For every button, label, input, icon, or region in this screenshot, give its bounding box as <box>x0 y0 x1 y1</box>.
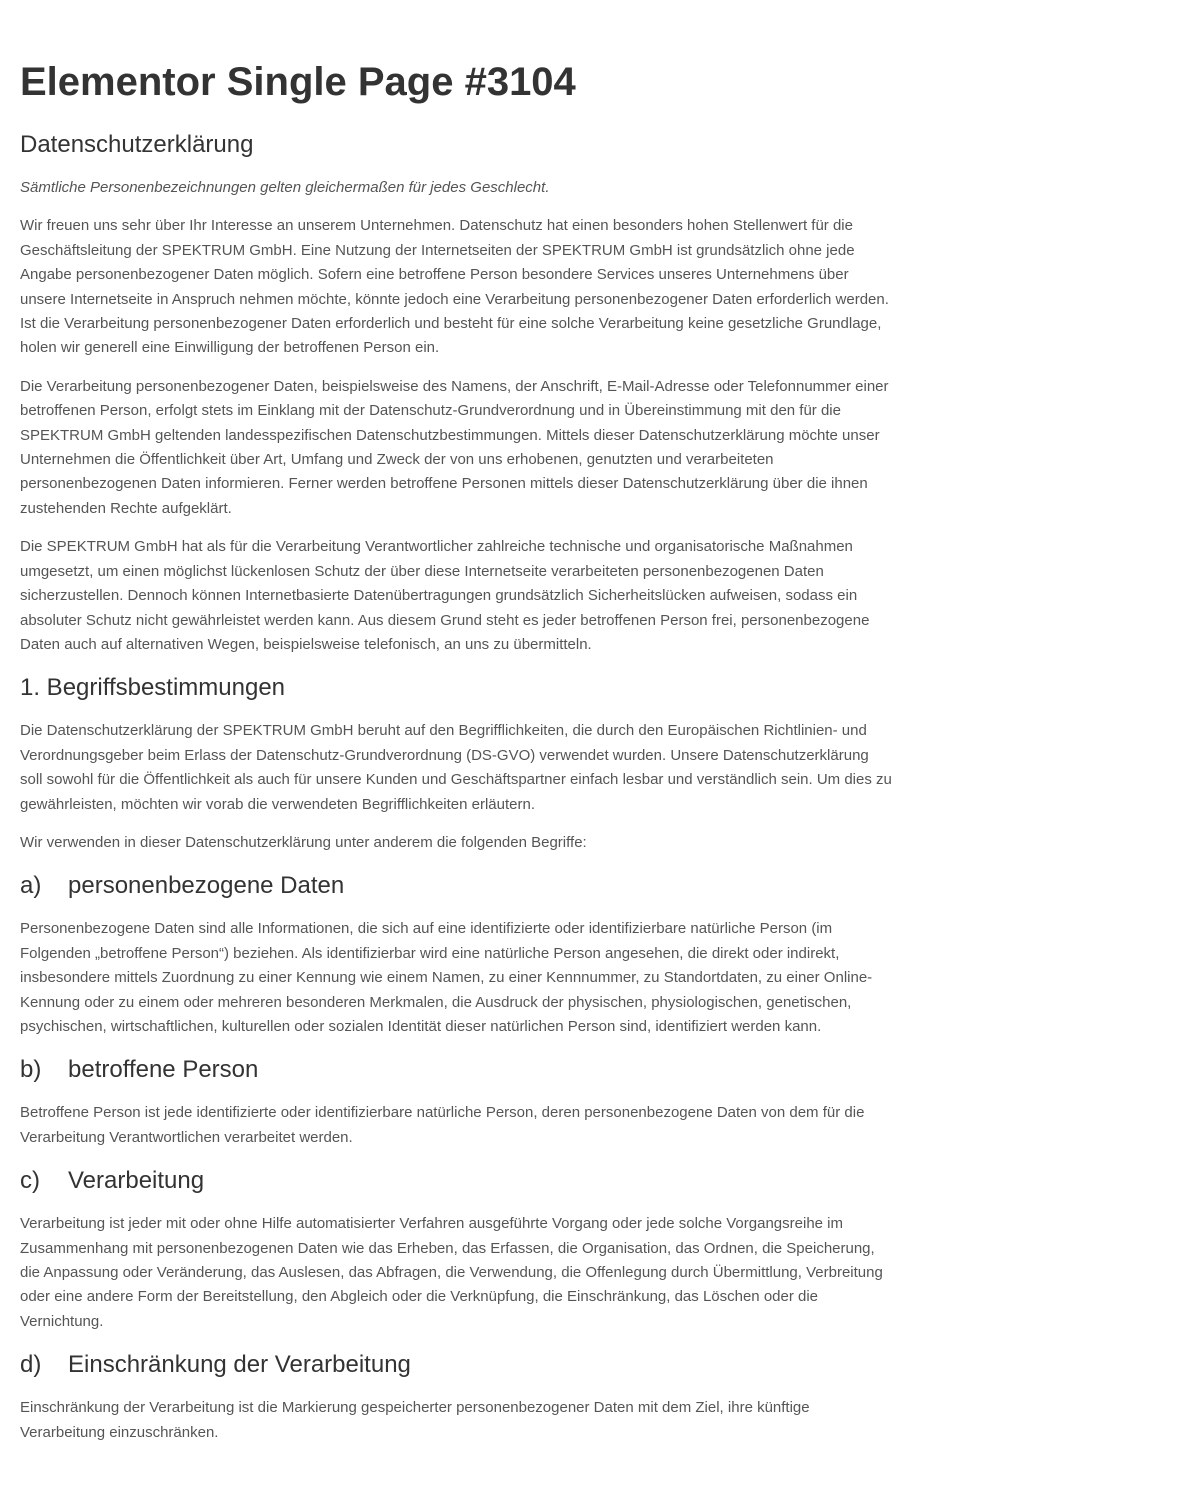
definition-marker: b) <box>20 1056 42 1084</box>
article-heading: Datenschutzerklärung <box>20 131 254 158</box>
intro-paragraph: Die SPEKTRUM GmbH hat als für die Verarbeitung Verantwortlicher zahlreiche technische und organisatorische Maßnahmen umgesetzt, um einen möglichst lückenlosen Schutz der über diese Internetseite verarbeiteten personenbezogenen Daten sicherzustellen. Dennoch können Internetbasierte Datenübertragungen grundsätzlich Sicherheitslücken aufweisen, sodass ein absoluter Schutz nicht gewährleistet werden kann. Aus diesem Grund steht es jeder betroffenen Person frei, personenbezogene Daten auch auf alternativen Wegen, beispielsweise telefonisch, an uns zu übermitteln. <box>20 538 870 653</box>
definition-heading <box>20 869 892 903</box>
section-paragraph: Wir verwenden in dieser Datenschutzerklärung unter anderem die folgenden Begriffe: <box>20 833 587 851</box>
gender-disclaimer: Sämtliche Personenbezeichnungen gelten gleichermaßen für jedes Geschlecht. <box>20 179 550 196</box>
definition-term: Verarbeitung <box>68 1167 205 1195</box>
definition-heading <box>20 1053 892 1087</box>
definition-heading <box>20 1164 892 1198</box>
definition-text: Verarbeitung ist jeder mit oder ohne Hilfe automatisierter Verfahren ausgeführte Vorgang oder jede solche Vorgangsreihe im Zusammenhang mit personenbezogenen Daten wie das Erheben, das Erfassen, die Organisation, das Ordnen, die Speicherung, die Anpassung oder Veränderung, das Auslesen, das Abfragen, die Verwendung, die Offenlegung durch Übermittlung, Verbreitung oder eine andere Form der Bereitstellung, den Abgleich oder die Verknüpfung, die Einschränkung, das Löschen oder die Vernichtung. <box>20 1215 883 1330</box>
definition-heading <box>20 1348 892 1382</box>
definition-term: betroffene Person <box>68 1056 259 1084</box>
page-title: Elementor Single Page #3104 <box>20 60 576 104</box>
definition-term: Einschränkung der Verarbeitung <box>68 1351 411 1379</box>
intro-paragraph: Die Verarbeitung personenbezogener Daten, beispielsweise des Namens, der Anschrift, E-Mail-Adresse oder Telefonnummer einer betroffenen Person, erfolgt stets im Einklang mit der Datenschutz-Grundverordnung und in Übereinstimmung mit den für die SPEKTRUM GmbH geltenden landesspezifischen Datenschutzbestimmungen. Mittels dieser Datenschutzerklärung möchte unser Unternehmen die Öffentlichkeit über Art, Umfang und Zweck der von uns erhobenen, genutzten und verarbeiteten personenbezogenen Daten informieren. Ferner werden betroffene Personen mittels dieser Datenschutzerklärung über die ihnen zustehenden Rechte aufgeklärt. <box>20 377 889 517</box>
definition-text: Betroffene Person ist jede identifizierte oder identifizierbare natürliche Person, deren personenbezogene Daten von dem für die Verarbeitung Verantwortlichen verarbeitet werden. <box>20 1104 865 1146</box>
section-paragraph: Die Datenschutzerklärung der SPEKTRUM GmbH beruht auf den Begrifflichkeiten, die durch den Europäischen Richtlinien- und Verordnungsgeber beim Erlass der Datenschutz-Grundverordnung (DS-GVO) verwendet wurden. Unsere Datenschutzerklärung soll sowohl für die Öffentlichkeit als auch für unsere Kunden und Geschäftspartner einfach lesbar und verständlich sein. Um dies zu gewährleisten, möchten wir vorab die verwendeten Begrifflichkeiten erläutern. <box>20 722 892 813</box>
definition-term: personenbezogene Daten <box>68 872 345 900</box>
definition-marker: a) <box>20 872 42 900</box>
definition-text: Einschränkung der Verarbeitung ist die Markierung gespeicherter personenbezogener Daten mit dem Ziel, ihre künftige Verarbeitung einzuschränken. <box>20 1399 810 1441</box>
article-content <box>20 128 892 1459</box>
definition-marker: c) <box>20 1167 40 1195</box>
definition-marker: d) <box>20 1351 42 1379</box>
definition-text: Personenbezogene Daten sind alle Informationen, die sich auf eine identifizierte oder identifizierbare natürliche Person (im Folgenden „betroffene Person“) beziehen. Als identifizierbar wird eine natürliche Person angesehen, die direkt oder indirekt, insbesondere mittels Zuordnung zu einer Kennung wie einem Namen, zu einer Kennnummer, zu Standortdaten, zu einer Online-Kennung oder zu einem oder mehreren besonderen Merkmalen, die Ausdruck der physischen, physiologischen, genetischen, psychischen, wirtschaftlichen, kulturellen oder sozialen Identität dieser natürlichen Person sind, identifiziert werden kann. <box>20 920 873 1035</box>
intro-paragraph: Wir freuen uns sehr über Ihr Interesse an unserem Unternehmen. Datenschutz hat einen besonders hohen Stellenwert für die Geschäftsleitung der SPEKTRUM GmbH. Eine Nutzung der Internetseiten der SPEKTRUM GmbH ist grundsätzlich ohne jede Angabe personenbezogener Daten möglich. Sofern eine betroffene Person besondere Services unseres Unternehmens über unsere Internetseite in Anspruch nehmen möchte, könnte jedoch eine Verarbeitung personenbezogener Daten erforderlich werden. Ist die Verarbeitung personenbezogener Daten erforderlich und besteht für eine solche Verarbeitung keine gesetzliche Grundlage, holen wir generell eine Einwilligung der betroffenen Person ein. <box>20 217 889 357</box>
section-heading-definitions: 1. Begriffsbestimmungen <box>20 674 286 702</box>
